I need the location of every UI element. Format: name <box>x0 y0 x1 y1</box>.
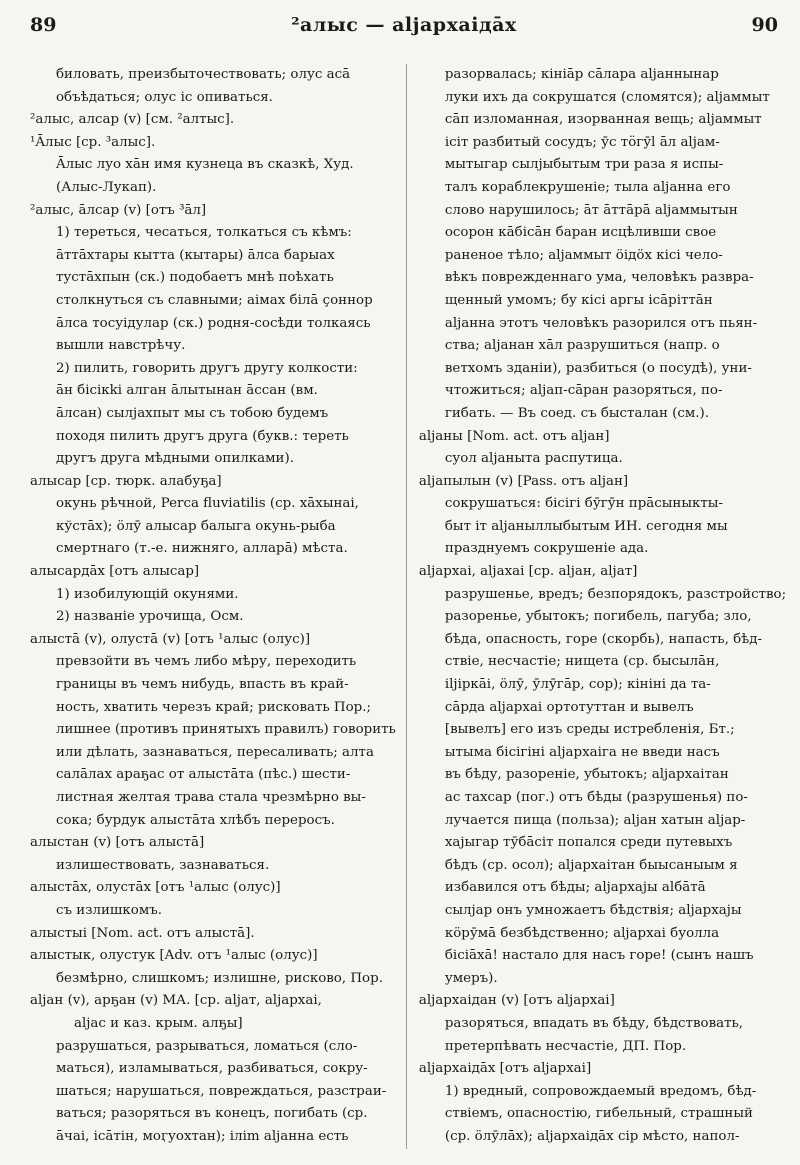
entry-text-line: аlјас и каз. крым. алҕы] <box>74 1015 243 1031</box>
entry-text-line: сāп изломанная, изорванная вещь; аlјаммыт <box>444 112 762 128</box>
entry-text-line: [вывелъ] его изъ среды истребленія, Бт.; <box>444 722 735 738</box>
entry-text-line: слово нарушилось; āт āттāрā аlјаммытын <box>444 202 738 218</box>
entry-text-line: быт іт аlјаныллыбытым ИН. сегодня мы <box>444 518 728 534</box>
entry-text-line: аlјанна этотъ человѣкъ разорился отъ пьян- <box>444 315 758 331</box>
entry-text-line: разоренье, убытокъ; погибель, пагуба; зло, <box>444 609 752 625</box>
entry-text-line: другъ друга мѣдными опилками). <box>56 451 294 467</box>
entry-text-line: избавился отъ бѣды; аlјархаjы аlбāтā <box>444 880 706 896</box>
entry-text-line: разоряться, впадать въ бѣду, бѣдствовать, <box>444 1015 744 1031</box>
entry-text-line: лучается пища (польза); аlјан хатын аlјар- <box>444 812 746 828</box>
entry-text-line: осорон кāбісāн баран исцѣливши свое <box>444 225 717 241</box>
entry-text-line: излишествовать, зазнаваться. <box>56 857 270 873</box>
entry-text-line: столкнуться съ славными; аімах білā ҫоннор <box>56 292 373 308</box>
entry-headword-line: алысар [ср. тюрк. алабуҕа] <box>30 473 222 489</box>
entry-text-line: Āлыс луо хāн имя кузнеца въ сказкѣ, Худ. <box>56 157 354 173</box>
entry-text-line: походя пилить другъ друга (букв.: тереть <box>56 428 349 444</box>
entry-text-line: превзойти въ чемъ либо мѣру, переходить <box>56 654 357 670</box>
entry-text-line: бѣдъ (ср. осол); аlјархаітан быысаныым я <box>444 857 738 873</box>
entry-headword-line: ¹Āлыс [ср. ³алыс]. <box>30 134 156 150</box>
entry-text-line: кöрӯмā безбѣдственно; аlјархаі буолла <box>444 925 720 941</box>
entry-text-line: āлса тосуідулар (ск.) родня-сосѣди толкаясь <box>56 315 371 331</box>
entry-headword-line: алысардāх [отъ алысар] <box>30 564 200 580</box>
entry-headword-line: аlјаны [Nom. act. отъ аlјан] <box>418 428 610 444</box>
entry-text-line: 1) изобилующій окунями. <box>56 586 239 602</box>
entry-text-line: 1) тереться, чесаться, толкаться съ кѣмъ: <box>56 225 352 241</box>
entry-headword-line: алыстан (v) [отъ алыстā] <box>30 835 205 851</box>
entry-headword-line: аlјархаідāх [отъ аlјархаі] <box>418 1061 592 1077</box>
entry-text-line: претерпѣвать несчастіе, ДП. Пор. <box>444 1038 687 1054</box>
entry-text-line: гибать. — Въ соед. съ бысталан (см.). <box>444 405 709 421</box>
entry-text-line: суол аlјаныта распутица. <box>444 451 623 467</box>
entry-text-line: кўстāх); öлӯ алысар балыга окунь-рыба <box>56 518 336 534</box>
entry-text-line: āлсан) сылјахпыт мы съ тобою будемъ <box>56 405 329 421</box>
entry-headword-line: алыстыі [Nom. act. отъ алыстā]. <box>30 925 255 941</box>
running-title: ²алыс — аlјархаiдāх <box>291 14 517 36</box>
entry-text-line: ас тахсар (пог.) отъ бѣды (разрушенья) по- <box>444 790 748 805</box>
right-column <box>406 64 786 1149</box>
entry-text-line: раненое тѣло; аlјаммыт öідöх кісі чело- <box>444 247 723 263</box>
entry-text-line: въ бѣду, разореніе, убытокъ; аlјархаітан <box>444 767 729 783</box>
left-column <box>30 64 406 1149</box>
entry-text-line: бісіāхā! настало для насъ горе! (сынъ нашъ <box>444 948 754 964</box>
entry-text-line: луки ихъ да сокрушатся (сломятся); аlјаммыт <box>444 89 770 105</box>
entry-text-line: ветхомъ зданіи), разбиться (о посудѣ), уни- <box>444 360 752 376</box>
entry-text-line: ность, хватить черезъ край; рисковать Пор.; <box>56 699 372 715</box>
entry-text-line: салāлах араҕас от алыстāта (пѣс.) шести- <box>56 767 351 783</box>
entry-text-line: разрушенье, вредъ; безпорядокъ, разстройство; <box>444 586 787 602</box>
entry-headword-line: алыстык, олустук [Adv. отъ ¹алыс (олус)] <box>30 948 318 964</box>
entry-text-line: āн бісікkі алган āлытынан āссан (вм. <box>56 383 318 399</box>
entry-text-line: объѣдаться; олус іс опиваться. <box>56 89 273 105</box>
entry-text-line: 1) вредный, сопровождаемый вредомъ, бѣд- <box>444 1083 757 1099</box>
entry-headword-line: аlјан (v), арҕан (v) МА. [ср. аlјат, аlјархаі, <box>30 993 322 1009</box>
entry-text-line: сока; бурдук алыстāта хлѣбъ переросъ. <box>56 812 335 828</box>
entry-text-line: сāрда аlјархаі ортотуттан и вывелъ <box>444 699 694 715</box>
page-number-left: 89 <box>30 14 57 36</box>
entry-text-line: сокрушаться: бісігі бӯгӯн прāсыныкты- <box>444 496 723 512</box>
entry-headword-line: аlјапылын (v) [Pass. отъ аlјан] <box>418 473 629 489</box>
page-header <box>30 14 778 48</box>
entry-text-line: вышли навстрѣчу. <box>56 338 186 354</box>
entry-text-line: сылјар онъ умножаетъ бѣдствія; аlјархаjы <box>444 902 742 918</box>
entry-text-line: ваться; разоряться въ конецъ, погибать (ср. <box>56 1106 368 1122</box>
entry-headword-line: алыстā (v), олустā (v) [отъ ¹алыс (олус)] <box>30 631 311 647</box>
entry-text-line: умеръ). <box>444 970 498 986</box>
entry-text-line: лишнее (противъ принятыхъ правилъ) говорить <box>56 722 396 738</box>
entry-text-line: ствіе, несчастіе; нищета (ср. бысылāн, <box>444 654 720 670</box>
entry-text-line: 2) названіе урочища, Осм. <box>56 609 244 625</box>
entry-text-line: биловать, преизбыточествовать; олус асā <box>56 67 351 82</box>
entry-text-line: ствіемъ, опасностію, гибельный, страшный <box>444 1106 753 1122</box>
entry-headword-line: аlјархаі, аlјахаі [ср. аlјан, аlјат] <box>418 564 638 580</box>
entry-text-line: āчаі, ісāтін, моӷуохтан); іліm аlјанна есть <box>56 1128 349 1144</box>
entry-text-line: вѣкъ поврежденнаго ума, человѣкъ развра- <box>444 270 754 286</box>
entry-headword-line: аlјархаідан (v) [отъ аlјархаі] <box>418 993 615 1009</box>
entry-text-line: ісіт разбитый сосудъ; ӯс тӧгӯl āл аlјам- <box>444 134 720 150</box>
page-number-right: 90 <box>751 14 778 36</box>
entry-text-line: чтожиться; аlјап-сāран разоряться, по- <box>444 383 723 399</box>
text-columns <box>30 64 787 1149</box>
entry-text-line: бѣда, опасность, горе (скорбь), напасть, бѣд- <box>444 631 762 647</box>
entry-text-line: съ излишкомъ. <box>56 902 163 918</box>
entry-text-line: или дѣлать, зазнаваться, пересаливать; алта <box>56 744 374 760</box>
entry-text-line: (Алыс-Лукап). <box>56 179 157 195</box>
entry-text-line: āттāхтары кытта (кытары) āлса барыах <box>56 247 335 263</box>
entry-text-line: границы въ чемъ нибудь, впасть въ край- <box>56 677 349 693</box>
entry-headword-line: алыстāх, олустāх [отъ ¹алыс (олус)] <box>30 880 281 896</box>
entry-text-line: ытыма бісігіні аlјархаіга не введи насъ <box>444 744 720 760</box>
entry-text-line: (ср. öлӯлāх); аlјархаідāх сір мѣсто, напол- <box>444 1128 740 1144</box>
entry-text-line: іlјіркāі, öлӯ, ӯлӯгāр, сор); кініні да та- <box>444 677 711 693</box>
entry-text-line: окунь рѣчной, Perca fluviatilis (ср. хāхынаі, <box>56 496 359 512</box>
entry-headword-line: ²алыс, āлсар (v) [отъ ³āл] <box>30 202 207 218</box>
entry-text-line: тустāхпын (ск.) подобаетъ мнѣ поѣхать <box>56 270 334 286</box>
entry-text-line: разорвалась; кініāр сāлара аlјаннынар <box>444 67 719 82</box>
entry-text-line: листная желтая трава стала чрезмѣрно вы- <box>56 790 366 805</box>
entry-text-line: празднуемъ сокрушеніе ада. <box>444 541 649 557</box>
entry-text-line: шаться; нарушаться, повреждаться, разстраи- <box>56 1083 387 1099</box>
entry-text-line: смертнаго (т.-е. нижняго, алларā) мѣста. <box>56 541 348 557</box>
entry-headword-line: ²алыс, алсар (v) [см. ²алтыс]. <box>30 112 235 128</box>
entry-text-line: разрушаться, разрываться, ломаться (сло- <box>56 1038 358 1054</box>
entry-text-line: ства; аlјанан хāл разрушиться (напр. о <box>444 338 720 354</box>
entry-text-line: 2) пилить, говорить другъ другу колкости: <box>56 360 358 376</box>
entry-text-line: хаjыгар тӯбāсіт попался среди путевыхъ <box>444 835 733 851</box>
entry-text-line: маться), изламываться, разбиваться, сокру- <box>56 1061 368 1077</box>
entry-text-line: безмѣрно, слишкомъ; излишне, рисково, Пор. <box>56 970 383 986</box>
entry-text-line: талъ кораблекрушеніе; тыла аlјанна его <box>444 179 731 195</box>
entry-text-line: щенный умомъ; бу кісі аргы ісāріттāн <box>444 292 713 308</box>
entry-text-line: мытыгар сылјыбытым три раза я испы- <box>444 157 724 173</box>
